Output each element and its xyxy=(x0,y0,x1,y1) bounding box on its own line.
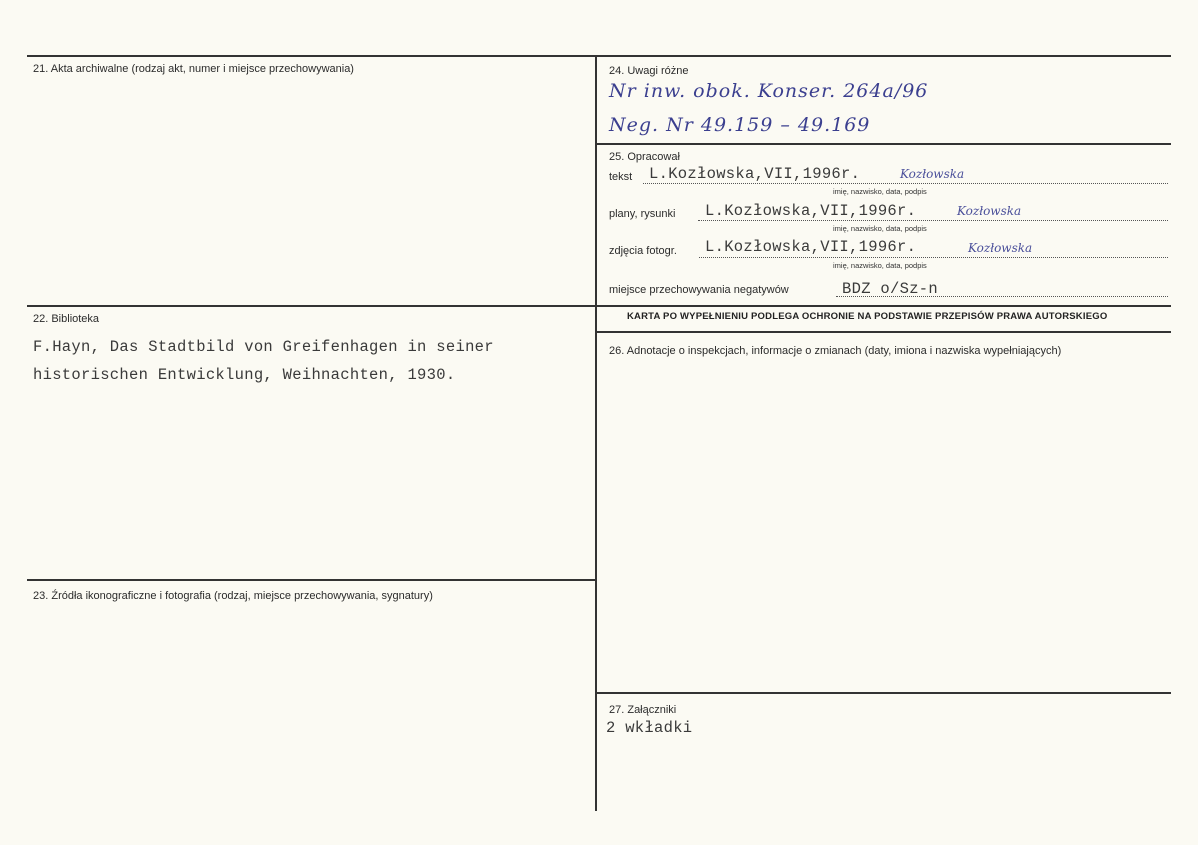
section-21-label: 21. Akta archiwalne (rodzaj akt, numer i miejsce przechowywania) xyxy=(33,63,354,75)
plany-label: plany, rysunki xyxy=(609,208,676,220)
attachments-value: 2 wkładki xyxy=(606,719,693,737)
zdjecia-label: zdjęcia fotogr. xyxy=(609,245,677,257)
zdjecia-caption: imię, nazwisko, data, podpis xyxy=(833,261,927,270)
divider-26-27 xyxy=(596,692,1171,694)
top-border-line xyxy=(27,55,1171,57)
library-entry-line-2: historischen Entwicklung, Weihnachten, 1930. xyxy=(33,366,456,384)
plany-value: L.Kozłowska,VII,1996r. xyxy=(705,202,917,220)
negatywy-label: miejsce przechowywania negatywów xyxy=(609,284,789,296)
divider-25-notice xyxy=(596,305,1171,307)
inventory-note-handwritten: Nr inw. obok. Konser. 264a/96 xyxy=(609,80,929,102)
section-25-label: 25. Opracował xyxy=(609,151,680,163)
tekst-dotted-line xyxy=(643,183,1168,184)
copyright-notice: KARTA PO WYPEŁNIENIU PODLEGA OCHRONIE NA PODSTAWIE PRZEPISÓW PRAWA AUTORSKIEGO xyxy=(627,311,1108,322)
tekst-value: L.Kozłowska,VII,1996r. xyxy=(649,165,861,183)
tekst-caption: imię, nazwisko, data, podpis xyxy=(833,187,927,196)
plany-dotted-line xyxy=(698,220,1168,221)
tekst-signature: Kozłowska xyxy=(900,167,965,181)
plany-caption: imię, nazwisko, data, podpis xyxy=(833,224,927,233)
tekst-label: tekst xyxy=(609,171,633,183)
negatywy-value: BDZ o/Sz-n xyxy=(842,280,939,298)
zdjecia-value: L.Kozłowska,VII,1996r. xyxy=(705,238,917,256)
library-entry-line-1: F.Hayn, Das Stadtbild von Greifenhagen in seiner xyxy=(33,338,494,356)
divider-notice-26 xyxy=(596,331,1171,333)
zdjecia-dotted-line xyxy=(699,257,1168,258)
section-23-label: 23. Źródła ikonograficzne i fotografia (rodzaj, miejsce przechowywania, sygnatury) xyxy=(33,590,433,602)
divider-24-25 xyxy=(596,143,1171,145)
zdjecia-signature: Kozłowska xyxy=(968,241,1033,255)
divider-21-22 xyxy=(27,305,596,307)
section-27-label: 27. Załączniki xyxy=(609,704,677,716)
section-22-label: 22. Biblioteka xyxy=(33,313,100,325)
divider-22-23 xyxy=(27,579,596,581)
center-divider-line xyxy=(595,55,597,811)
negative-number-handwritten: Neg. Nr 49.159 – 49.169 xyxy=(609,114,871,136)
plany-signature: Kozłowska xyxy=(957,204,1022,218)
section-26-label: 26. Adnotacje o inspekcjach, informacje o zmianach (daty, imiona i nazwiska wypełniających) xyxy=(609,345,1062,357)
section-24-label: 24. Uwagi różne xyxy=(609,65,689,77)
